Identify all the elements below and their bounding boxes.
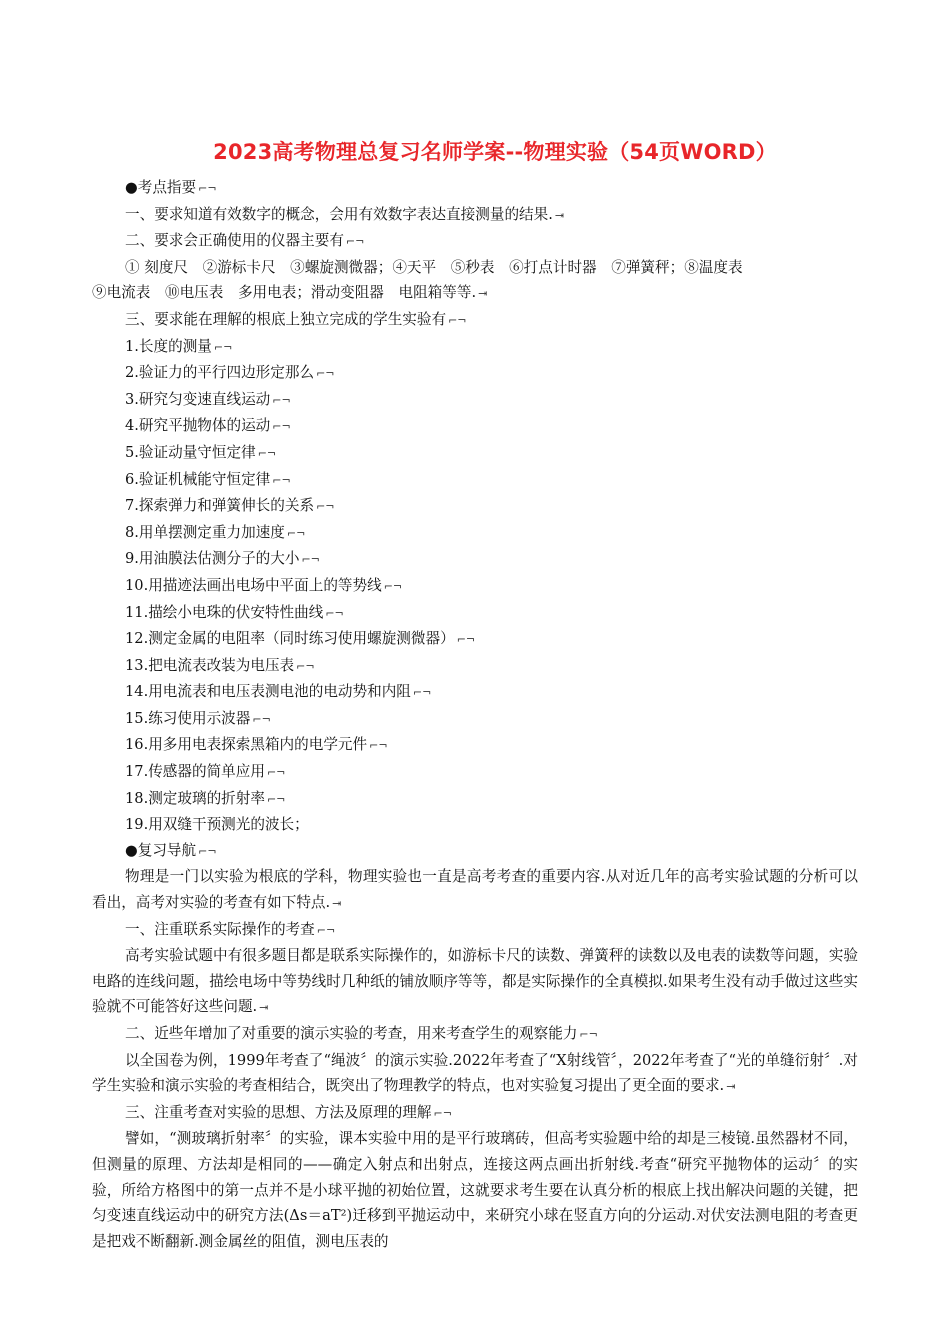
experiment-item: 5.验证动量守恒定律 ⌐¬	[125, 443, 277, 461]
instruments-line-1: ① 刻度尺 ②游标卡尺 ③螺旋测微器；④天平 ⑤秒表 ⑥打点计时器 ⑦弹簧秤；⑧温度表	[125, 258, 743, 276]
experiment-item: 12.测定金属的电阻率（同时练习使用螺旋测微器） ⌐¬	[125, 630, 476, 648]
instruments-line-2: ⑨电流表 ⑩电压表 多用电表；滑动变阻器 电阻箱等等. ⇥	[92, 284, 488, 302]
experiment-item: 8.用单摆测定重力加速度 ⌐¬	[125, 523, 306, 541]
point-2-body: 以全国卷为例，1999年考查了“绳波〞的演示实验.2022年考查了“X射线管〞，2022年考查了“光的单缝衍射〞.对学生实验和演示实验的考查相结合，既突出了物理教学的特点，也对实验复习提出了更全面的要求. ⇥	[92, 1051, 858, 1095]
experiment-item: 3.研究匀变速直线运动 ⌐¬	[125, 390, 291, 408]
requirement-3: 三、要求能在理解的根底上独立完成的学生实验有 ⌐¬	[125, 310, 467, 328]
experiment-item: 18.测定玻璃的折射率 ⌐¬	[125, 789, 286, 807]
experiment-item: 14.用电流表和电压表测电池的电动势和内阻 ⌐¬	[125, 683, 432, 701]
point-1-body: 高考实验试题中有很多题目都是联系实际操作的，如游标卡尺的读数、弹簧秤的读数以及电表的读数等问题，实验电路的连线问题，描绘电场中等势线时几种纸的铺放顺序等等，都是实际操作的全真模拟.如果考生没有动手做过这些实验就不可能答好这些问题. ⇥	[92, 947, 858, 1016]
point-3-title: 三、注重考查对实验的思想、方法及原理的理解 ⌐¬	[125, 1103, 452, 1121]
experiment-item: 2.验证力的平行四边形定那么 ⌐¬	[125, 364, 335, 382]
experiment-item: 9.用油膜法估测分子的大小 ⌐¬	[125, 550, 320, 568]
experiment-item: 7.探索弹力和弹簧伸长的关系 ⌐¬	[125, 497, 335, 515]
point-3-body: 譬如，“测玻璃折射率〞的实验，课本实验中用的是平行玻璃砖，但高考实验题中给的却是三棱镜.虽然器材不同，但测量的原理、方法却是相同的——确定入射点和出射点，连接这两点画出折射线.考查“研究平抛物体的运动〞的实验，所给方格图中的第一点并不是小球平抛的初始位置，这就要求考生要在认真分析的根底上找出解决问题的关键，把匀变速直线运动中的研究方法(Δs＝aT²)迁移到平抛运动中，来研究小球在竖直方向的分运动.对伏安法测电阻的考查更是把戏不断翻新.测金属丝的阻值，测电压表的	[92, 1130, 858, 1250]
experiment-item: 17.传感器的简单应用 ⌐¬	[125, 763, 286, 781]
experiment-item: 1.长度的测量 ⌐¬	[125, 337, 233, 355]
experiment-item: 6.验证机械能守恒定律 ⌐¬	[125, 470, 291, 488]
intro-paragraph: 物理是一门以实验为根底的学科，物理实验也一直是高考考查的重要内容.从对近几年的高考实验试题的分析可以看出，高考对实验的考查有如下特点. ⇥	[92, 868, 858, 912]
experiment-item: 13.把电流表改装为电压表 ⌐¬	[125, 656, 315, 674]
experiment-item: 15.练习使用示波器 ⌐¬	[125, 709, 271, 727]
point-2-title: 二、近些年增加了对重要的演示实验的考查，用来考查学生的观察能力 ⌐¬	[125, 1025, 598, 1042]
document-title: 2023高考物理总复习名师学案--物理实验（54页WORD）	[213, 140, 777, 164]
section-heading-review-guide: ●复习导航 ⌐¬	[125, 841, 217, 859]
experiment-item: 16.用多用电表探索黑箱内的电学元件 ⌐¬	[125, 736, 388, 754]
experiment-item: 4.研究平抛物体的运动 ⌐¬	[125, 417, 291, 435]
experiment-item: 11.描绘小电珠的伏安特性曲线 ⌐¬	[125, 603, 344, 621]
experiment-item: 10.用描迹法画出电场中平面上的等势线 ⌐¬	[125, 576, 403, 594]
point-1-title: 一、注重联系实际操作的考查 ⌐¬	[125, 920, 336, 938]
document-body	[92, 175, 858, 1254]
experiment-item: 19.用双缝干预测光的波长；	[125, 816, 309, 834]
section-heading-exam-points: ●考点指要 ⌐¬	[125, 179, 217, 196]
requirement-1: 一、要求知道有效数字的概念，会用有效数字表达直接测量的结果. ⇥	[125, 205, 565, 223]
requirement-2: 二、要求会正确使用的仪器主要有 ⌐¬	[125, 232, 365, 250]
